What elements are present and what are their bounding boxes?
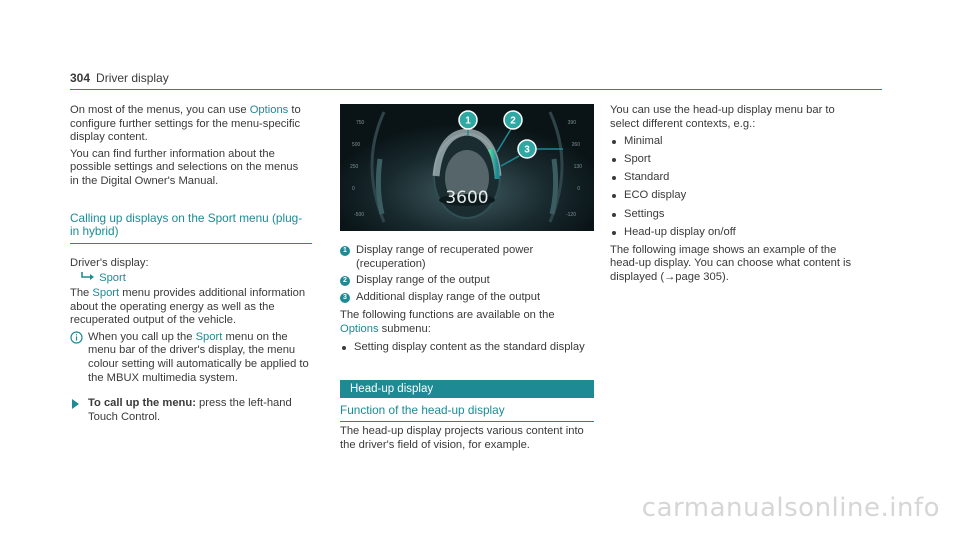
list-item: Head-up display on/off [610,226,866,240]
page-ref-link[interactable]: page 305 [675,270,722,283]
callout-2 [504,111,522,129]
sport-path-link[interactable]: Sport [99,272,126,285]
right-scale-label: 0 [577,186,580,192]
watermark: carmanualsonline.info [641,493,940,523]
section-rule [70,243,312,244]
headup-description: The head-up display projects various content into the driver's field of vision, for example. [340,425,584,451]
contexts-paragraph: You can use the head-up display menu bar to select different contexts, e.g.: [610,104,835,130]
right-scale-label: 260 [571,142,580,148]
section-banner-headup: Head-up display [340,380,594,398]
left-scale-label: 500 [352,142,361,148]
subsection-rule [340,421,594,422]
example-paragraph: The following image shows an example of the head-up display. You can choose what content is displayed (→page 305). [610,243,852,283]
intro-paragraph: On most of the menus, you can use Options to configure further settings for the menu-specific display content. [70,104,301,144]
sport-display-graphic [340,104,594,231]
sport-link[interactable]: Sport [92,286,120,299]
left-scale-label: -500 [354,212,365,218]
left-scale-label: 750 [356,120,365,126]
options-paragraph: The following functions are available on the Options submenu: [340,309,555,335]
page-number: 304 [70,71,91,85]
options-list [340,341,596,355]
section-heading-sport: Calling up displays on the Sport menu (plug-in hybrid) [70,212,310,244]
subsection-heading: Function of the head-up display [340,404,594,422]
svg-text:3: 3 [524,144,530,156]
list-item: Sport [610,153,866,167]
callout-1 [459,111,477,129]
left-scale-label: 0 [352,186,355,192]
step-bold: To call up the menu: [88,397,196,410]
column-middle [340,244,596,359]
options-submenu-link[interactable]: Options [340,322,379,335]
note-sport-link[interactable]: Sport [195,330,223,343]
info-icon [70,331,83,344]
sport-description: The Sport menu provides additional information about the operating energy as well as the recuperated output of the vehicle. [70,286,306,327]
step-arrow-icon [72,399,79,409]
legend-item-2: 2 Display range of the output [340,274,596,288]
column-left [70,104,310,424]
page-header [70,72,169,86]
info-paragraph: You can find further information about the possible settings and selections on the menus in the Digital Owner's Manual. [70,147,299,187]
column-right [610,104,866,285]
legend-item-1: 1 Display range of recuperated power (recuperation) [340,244,596,271]
right-scale-label: 390 [567,120,576,126]
svg-text:1: 1 [465,115,471,127]
list-item: Settings [610,208,866,222]
legend-item-3: 3 Additional display range of the output [340,291,596,305]
path-item [70,271,310,286]
list-item: Setting display content as the standard display [340,341,596,355]
path-label: Driver's display: [70,256,149,269]
readout-value: 3600 [445,188,489,208]
list-item: Standard [610,171,866,185]
list-item: Minimal [610,135,866,149]
right-scale-label: -120 [565,212,576,218]
info-note: When you call up the Sport menu on the menu bar of the driver's display, the menu colour setting will automatically be applied to the MBUX multimedia system. [70,331,310,385]
svg-text:2: 2 [510,115,516,127]
list-item: ECO display [610,189,866,203]
contexts-list [610,135,866,239]
right-scale-label: 130 [573,164,582,170]
page-ref-arrow-icon: → [664,270,676,283]
left-scale-label: 250 [350,164,359,170]
callout-3 [518,140,536,158]
sport-display-image [340,104,594,231]
menu-arrow-icon [80,271,96,282]
header-divider [70,89,882,90]
page-header-title: Driver display [96,71,169,85]
options-link[interactable]: Options [249,104,289,116]
instruction-step: To call up the menu: press the left-hand Touch Control. [70,397,310,424]
